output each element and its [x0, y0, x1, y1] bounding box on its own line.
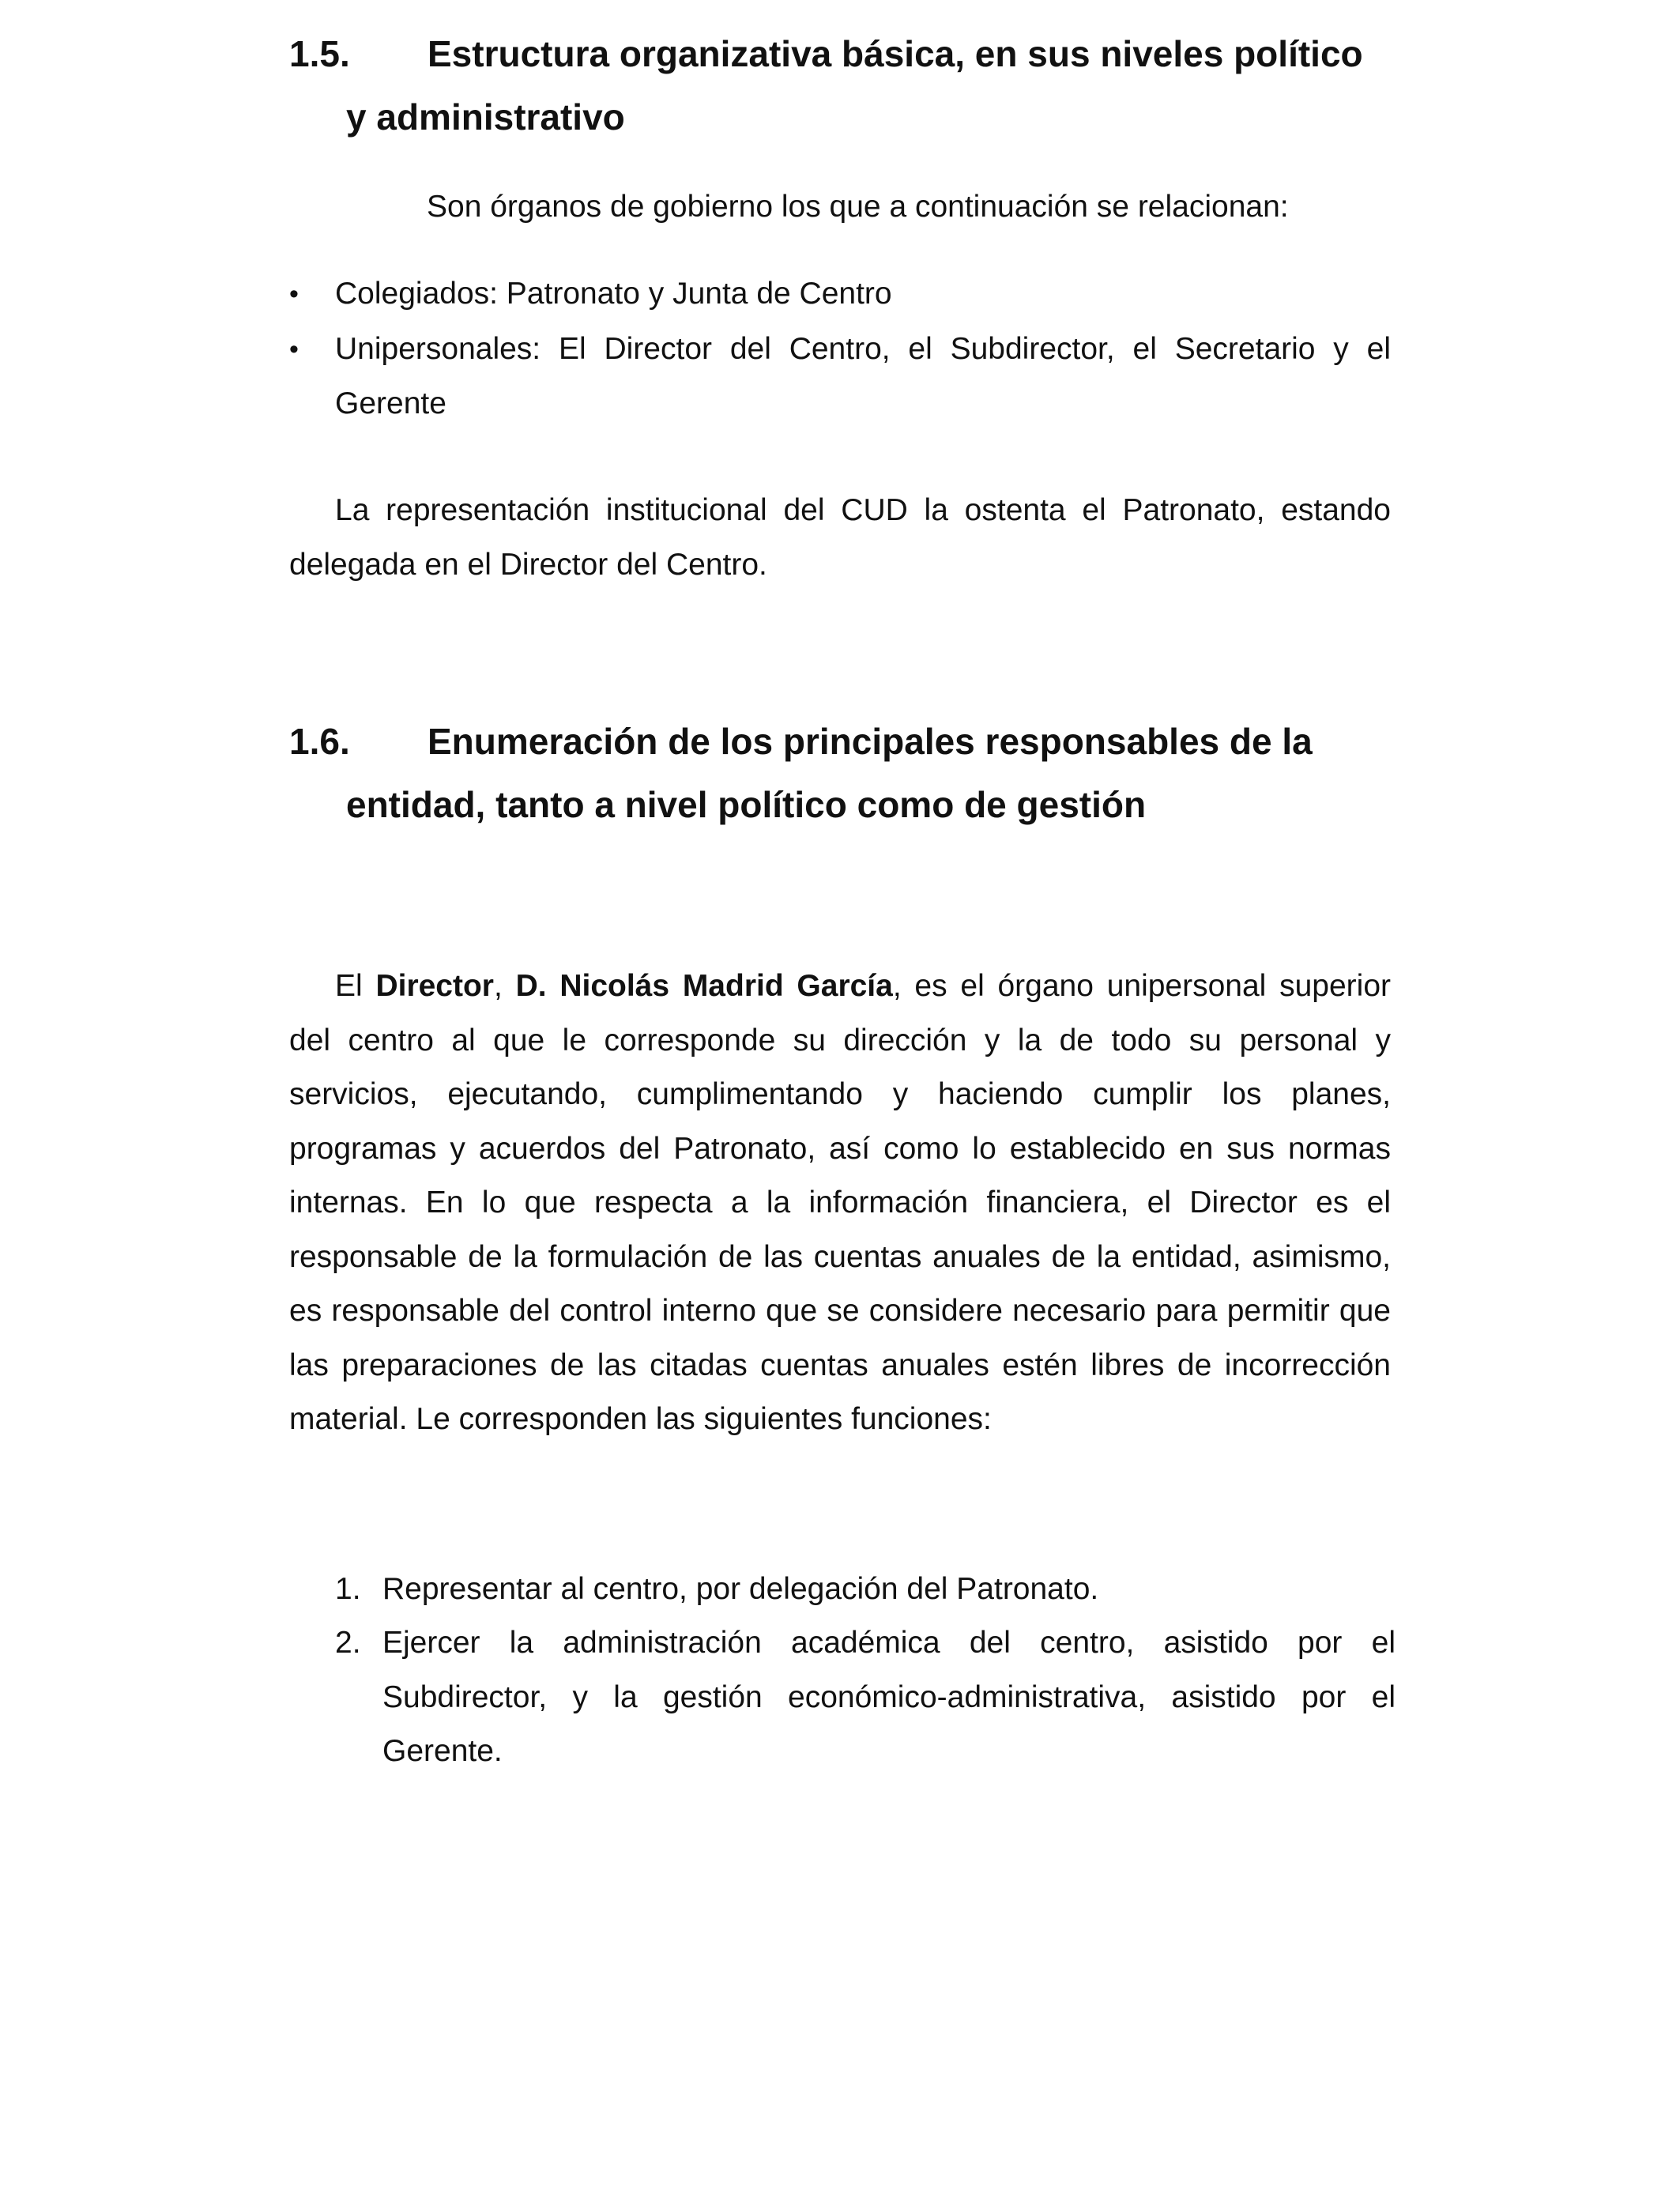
director-paragraph-pre: El	[335, 969, 376, 1003]
function-item	[335, 1616, 1402, 1782]
section-1-5-title-line1: Estructura organizativa básica, en sus niveles político	[428, 33, 1363, 74]
section-1-5-title-line2: y administrativo	[346, 96, 625, 138]
bullet-marker: •	[289, 279, 299, 309]
section-1-6-heading	[289, 710, 1411, 836]
director-role: Director	[375, 969, 494, 1003]
director-paragraph	[289, 959, 1391, 1447]
function-text: Representar al centro, por delegación del Patronato.	[382, 1572, 1099, 1606]
section-1-6-number: 1.6.	[289, 721, 350, 762]
bullet-text: Unipersonales: El Director del Centro, el Subdirector, el Secretario y el Gerente	[335, 332, 1391, 420]
director-name: D. Nicolás Madrid García	[515, 969, 893, 1003]
function-item	[335, 1563, 1402, 1616]
bullet-item	[289, 322, 1396, 433]
section-1-6-title-line1: Enumeración de los principales responsables de la	[428, 721, 1313, 762]
bullet-item	[289, 267, 1396, 321]
bullet-text: Colegiados: Patronato y Junta de Centro	[335, 277, 892, 311]
bullet-marker: •	[289, 334, 299, 364]
function-text: Ejercer la administración académica del centro, asistido por el Subdirector, y la gestión económico-administrativa, asistido por el Gerente.	[382, 1626, 1396, 1768]
director-paragraph-sep: ,	[493, 969, 516, 1003]
section-1-5-number: 1.5.	[289, 33, 350, 74]
section-1-5-heading	[289, 22, 1411, 149]
section-1-5-intro: Son órganos de gobierno los que a continuación se relacionan:	[427, 190, 1289, 224]
section-1-6-title-line2: entidad, tanto a nivel político como de gestión	[346, 784, 1147, 825]
director-paragraph-rest: , es el órgano unipersonal superior del centro al que le corresponde su dirección y la de todo su personal y servicios, ejecutando, cumplimentando y haciendo cumplir los planes, programas y acuerdos del Patronato, así como lo establecido en sus normas internas. En lo que respecta a la información financiera, el Director es el responsable de la formulación de las cuentas anuales de la entidad, asimismo, es responsable del control interno que se considere necesario para permitir que las preparaciones de las citadas cuentas anuales estén libres de incorrección material. Le corresponden las siguientes funciones:	[289, 969, 1391, 1436]
section-1-5-paragraph: La representación institucional del CUD la ostenta el Patronato, estando delegada en el Director del Centro.	[289, 493, 1391, 582]
function-number: 2.	[335, 1626, 361, 1660]
function-number: 1.	[335, 1572, 361, 1606]
